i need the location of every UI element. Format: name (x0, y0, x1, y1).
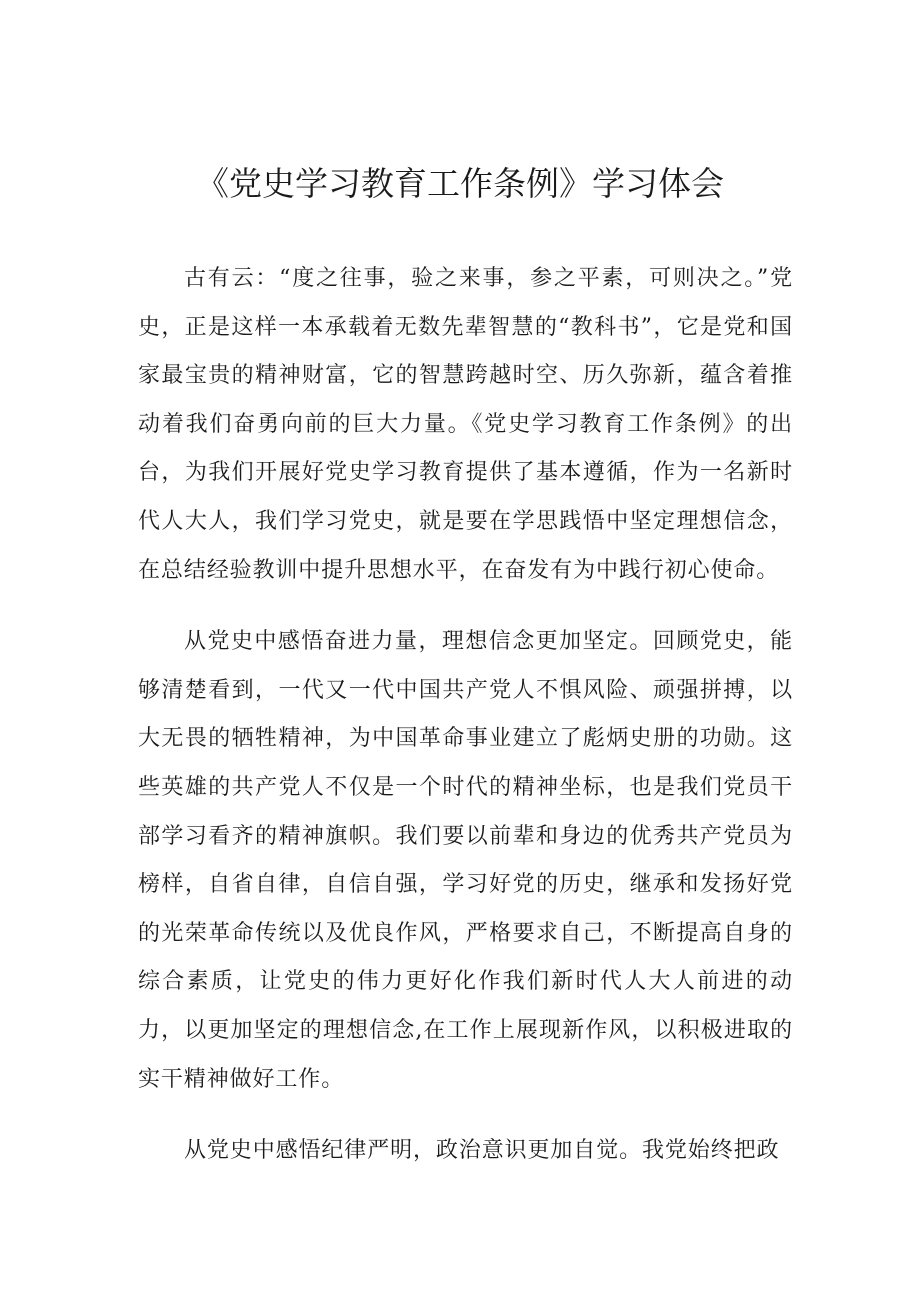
document-body (138, 255, 793, 1199)
paragraph-1: 古有云：“度之往事，验之来事，参之平素，可则决之。”党史，正是这样一本承载着无数先辈智慧的“教科书”，它是党和国家最宝贵的精神财富，它的智慧跨越时空、历久弥新，蕴含着推动着我们奋勇向前的巨大力量。《党史学习教育工作条例》的出台，为我们开展好党史学习教育提供了基本遵循，作为一名新时代人大人，我们学习党史，就是要在学思践悟中坚定理想信念，在总结经验教训中提升思想水平，在奋发有为中践行初心使命。 (138, 266, 793, 583)
paragraph-3: 从党史中感悟纪律严明，政治意识更加自觉。我党始终把政 (184, 1138, 780, 1164)
paragraph-2: 从党史中感悟奋进力量，理想信念更加坚定。回顾党史，能够清楚看到，一代又一代中国共产党人不惧风险、顽强拼搏，以大无畏的牺牲精神，为中国革命事业建立了彪炳史册的功勋。这些英雄的共产党人不仅是一个时代的精神坐标，也是我们党员干部学习看齐的精神旗帜。我们要以前辈和身边的优秀共产党员为榜样，自省自律，自信自强，学习好党的历史，继承和发扬好党的光荣革命传统以及优良作风，严格要求自己，不断提高自身的综合素质，让党史的伟力更好化作我们新时代人大人前进的动力，以更加坚定的理想信念,在工作上展现新作风，以积极进取的实干精神做好工作。 (138, 629, 793, 1092)
document-title: 《党史学习教育工作条例》学习体会 (196, 164, 724, 203)
